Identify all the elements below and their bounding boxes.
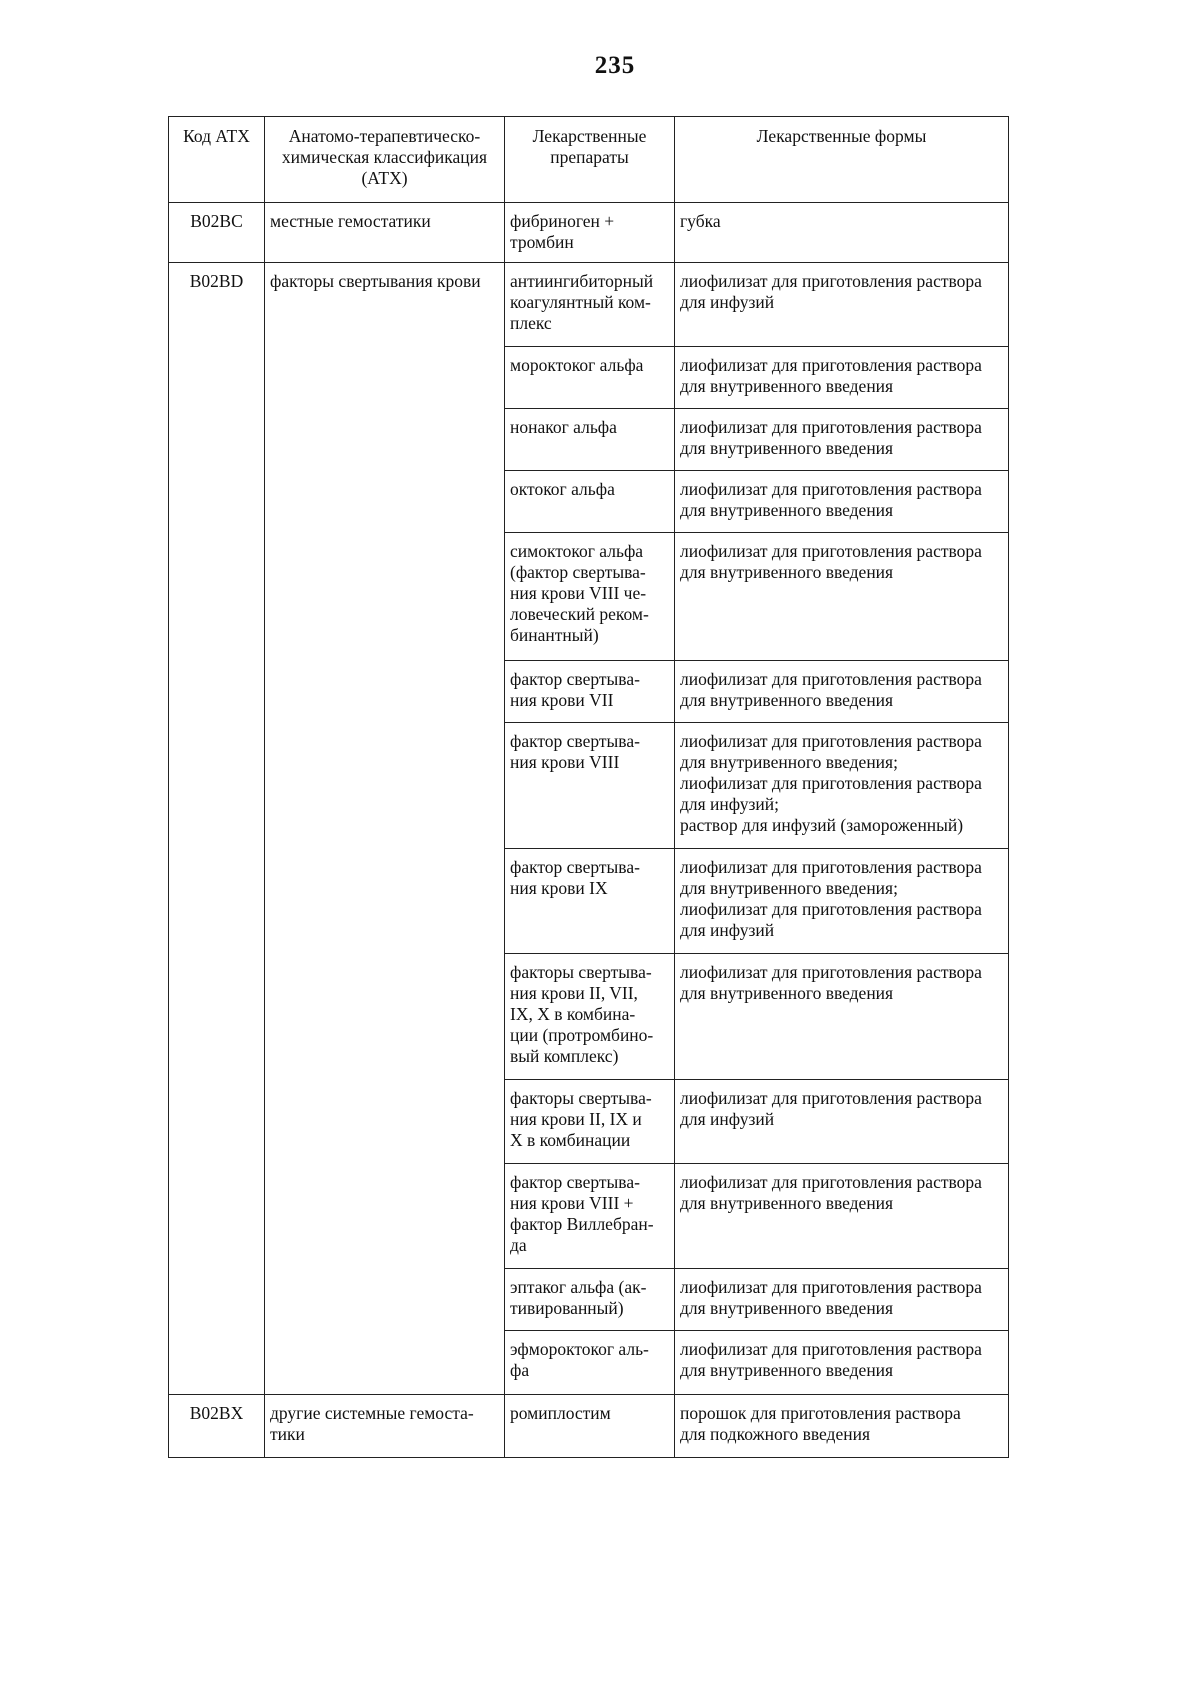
table-row bbox=[169, 203, 1009, 263]
header-drugs: Лекарственные препараты bbox=[505, 117, 675, 203]
header-classification: Анатомо-терапевтическо- химическая классификация (АТХ) bbox=[265, 117, 505, 203]
atx-code-cell: B02BX bbox=[169, 1395, 265, 1458]
drug-cell: октоког альфа bbox=[505, 471, 675, 533]
atx-classification-cell: местные гемостатики bbox=[265, 203, 505, 263]
drug-cell: ромиплостим bbox=[505, 1395, 675, 1458]
drug-cell: эптаког альфа (ак- тивированный) bbox=[505, 1269, 675, 1331]
atx-code-cell: B02BD bbox=[169, 263, 265, 1395]
atx-classification-cell: факторы свертывания крови bbox=[265, 263, 505, 1395]
atx-code-cell: B02BC bbox=[169, 203, 265, 263]
drug-cell: мороктоког альфа bbox=[505, 347, 675, 409]
dosage-form-cell: порошок для приготовления раствора для подкожного введения bbox=[675, 1395, 1009, 1458]
dosage-form-cell: лиофилизат для приготовления раствора для внутривенного введения bbox=[675, 1269, 1009, 1331]
header-forms: Лекарственные формы bbox=[675, 117, 1009, 203]
drug-cell: нонаког альфа bbox=[505, 409, 675, 471]
dosage-form-cell: губка bbox=[675, 203, 1009, 263]
dosage-form-cell: лиофилизат для приготовления раствора для внутривенного введения bbox=[675, 533, 1009, 661]
drug-cell: фактор свертыва- ния крови VIII bbox=[505, 723, 675, 849]
header-code: Код АТХ bbox=[169, 117, 265, 203]
dosage-form-cell: лиофилизат для приготовления раствора для инфузий bbox=[675, 263, 1009, 347]
dosage-form-cell: лиофилизат для приготовления раствора для внутривенного введения bbox=[675, 409, 1009, 471]
drug-cell: антиингибиторный коагулянтный ком- плекс bbox=[505, 263, 675, 347]
atx-classification-cell: другие системные гемоста- тики bbox=[265, 1395, 505, 1458]
dosage-form-cell: лиофилизат для приготовления раствора для внутривенного введения bbox=[675, 954, 1009, 1080]
drug-cell: фактор свертыва- ния крови VII bbox=[505, 661, 675, 723]
dosage-form-cell: лиофилизат для приготовления раствора для внутривенного введения; лиофилизат для приготовления раствора для инфузий; раствор для инфузий (замороженный) bbox=[675, 723, 1009, 849]
drug-cell: факторы свертыва- ния крови II, IX и X в комбинации bbox=[505, 1080, 675, 1164]
table-body bbox=[169, 203, 1009, 1458]
dosage-form-cell: лиофилизат для приготовления раствора для внутривенного введения bbox=[675, 347, 1009, 409]
dosage-form-cell: лиофилизат для приготовления раствора для внутривенного введения bbox=[675, 1164, 1009, 1269]
page-number: 235 bbox=[594, 52, 636, 79]
table-header-row bbox=[169, 117, 1009, 203]
dosage-form-cell: лиофилизат для приготовления раствора для внутривенного введения bbox=[675, 661, 1009, 723]
dosage-form-cell: лиофилизат для приготовления раствора для внутривенного введения bbox=[675, 1331, 1009, 1395]
drug-cell: фактор свертыва- ния крови IX bbox=[505, 849, 675, 954]
drug-cell: факторы свертыва- ния крови II, VII, IX, X в комбина- ции (протромбино- вый комплекс) bbox=[505, 954, 675, 1080]
atx-table bbox=[168, 116, 1009, 1458]
dosage-form-cell: лиофилизат для приготовления раствора для внутривенного введения; лиофилизат для приготовления раствора для инфузий bbox=[675, 849, 1009, 954]
dosage-form-cell: лиофилизат для приготовления раствора для инфузий bbox=[675, 1080, 1009, 1164]
table-row bbox=[169, 1395, 1009, 1458]
drug-cell: симоктоког альфа (фактор свертыва- ния крови VIII че- ловеческий реком- бинантный) bbox=[505, 533, 675, 661]
drug-cell: фибриноген + тромбин bbox=[505, 203, 675, 263]
dosage-form-cell: лиофилизат для приготовления раствора для внутривенного введения bbox=[675, 471, 1009, 533]
table-row bbox=[169, 263, 1009, 347]
drug-cell: фактор свертыва- ния крови VIII + фактор Виллебран- да bbox=[505, 1164, 675, 1269]
drug-cell: эфмороктоког аль- фа bbox=[505, 1331, 675, 1395]
